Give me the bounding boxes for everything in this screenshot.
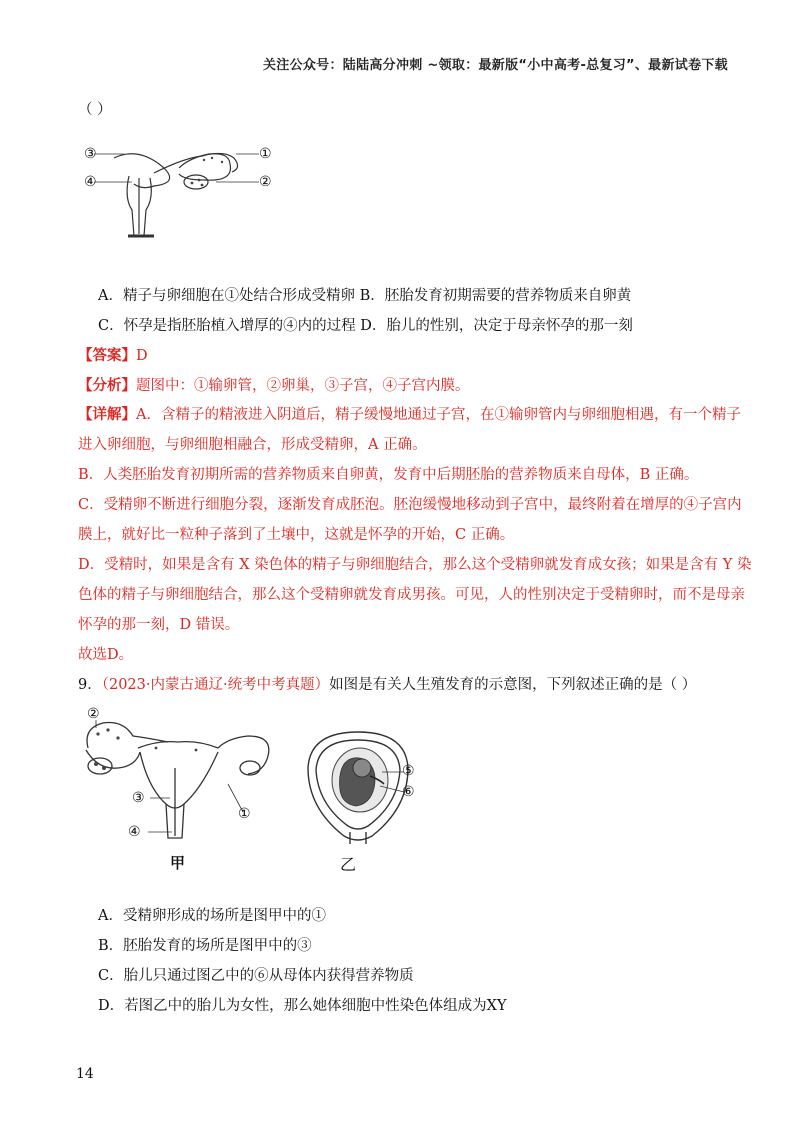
answer-value: D [136,348,148,364]
q9-jia-label-2: ② [87,706,100,722]
q8-detail-line-4: C．受精卵不断进行细胞分裂，逐渐发育成胚泡。胚泡缓慢地移动到子宫中，最终附着在增厚的④子宫内 [78,497,742,513]
q9-yi-label-6: ⑥ [402,784,415,800]
detail-text: A．含精子的精液进入阴道后，精子缓慢地通过子宫，在①输卵管内与卵细胞相遇，有一个精子 [136,407,741,423]
q8-label-1: ① [259,146,272,162]
q8-label-4: ④ [84,174,97,190]
page-number: 14 [76,1066,94,1082]
q9-jia-label-4: ④ [128,824,141,840]
detail-tag: 【详解】 [78,406,136,423]
q9-option-d: D．若图乙中的胎儿为女性，那么她体细胞中性染色体组成为XY [98,998,507,1014]
q9-option-c: C．胎儿只通过图乙中的⑥从母体内获得营养物质 [98,968,414,984]
q8-uterus-figure [84,138,274,248]
q9-option-a: A．受精卵形成的场所是图甲中的① [98,908,326,924]
q9-figure-jia [78,708,288,858]
q9-number: 9． [78,677,102,693]
q8-options-cd: C．怀孕是指胚胎植入增厚的④内的过程 D．胎儿的性别，决定于母亲怀孕的那一刻 [98,318,633,334]
q8-detail-line-6: D．受精时，如果是含有 X 染色体的精子与卵细胞结合，那么这个受精卵就发育成女孩；如果是含有 Y 染 [78,557,752,573]
q8-detail-line-2: 进入卵细胞，与卵细胞相融合，形成受精卵，A 正确。 [78,437,427,453]
q8-detail-line-8: 怀孕的那一刻，D 错误。 [78,617,240,633]
q8-analysis [78,376,470,396]
q8-detail-line-7: 色体的精子与卵细胞结合，那么这个受精卵就发育成男孩。可见，人的性别决定于受精卵时，而不是母亲 [78,587,745,603]
q9-source: （2023·内蒙古通辽·统考中考真题） [101,677,330,693]
analysis-tag: 【分析】 [78,377,136,394]
q9-jia-label-3: ③ [132,790,145,806]
analysis-text: 题图中：①输卵管，②卵巢，③子宫，④子宫内膜。 [136,378,470,394]
q8-conclusion: 故选D。 [78,647,134,663]
q8-detail-line-5: 膜上，就好比一粒种子落到了土壤中，这就是怀孕的开始，C 正确。 [78,527,515,543]
q9-jia-label-1: ① [238,806,251,822]
q8-options-ab: A．精子与卵细胞在①处结合形成受精卵 B．胚胎发育初期需要的营养物质来自卵黄 [98,288,632,304]
q9-stem [78,675,696,695]
q8-label-2: ② [259,174,272,190]
q9-yi-caption: 乙 [340,855,357,874]
q8-stem-tail: （ ） [78,102,112,118]
q9-jia-caption: 甲 [170,854,186,872]
q8-detail-line-3: B．人类胚胎发育初期所需的营养物质来自卵黄，发育中后期胚胎的营养物质来自母体，B 正确。 [78,467,699,483]
q9-option-b: B．胚胎发育的场所是图甲中的③ [98,938,312,954]
q8-label-3: ③ [84,146,97,162]
q9-yi-label-5: ⑤ [402,763,415,779]
q9-stem-text: 如图是有关人生殖发育的示意图，下列叙述正确的是（ ） [329,677,697,693]
page-header: 关注公众号：陆陆高分冲刺 ~领取：最新版“小中高考-总复习”、最新试卷下载 [262,58,728,73]
answer-tag: 【答案】 [78,347,136,364]
q8-answer [78,346,148,366]
q8-detail-line-1 [78,405,741,425]
